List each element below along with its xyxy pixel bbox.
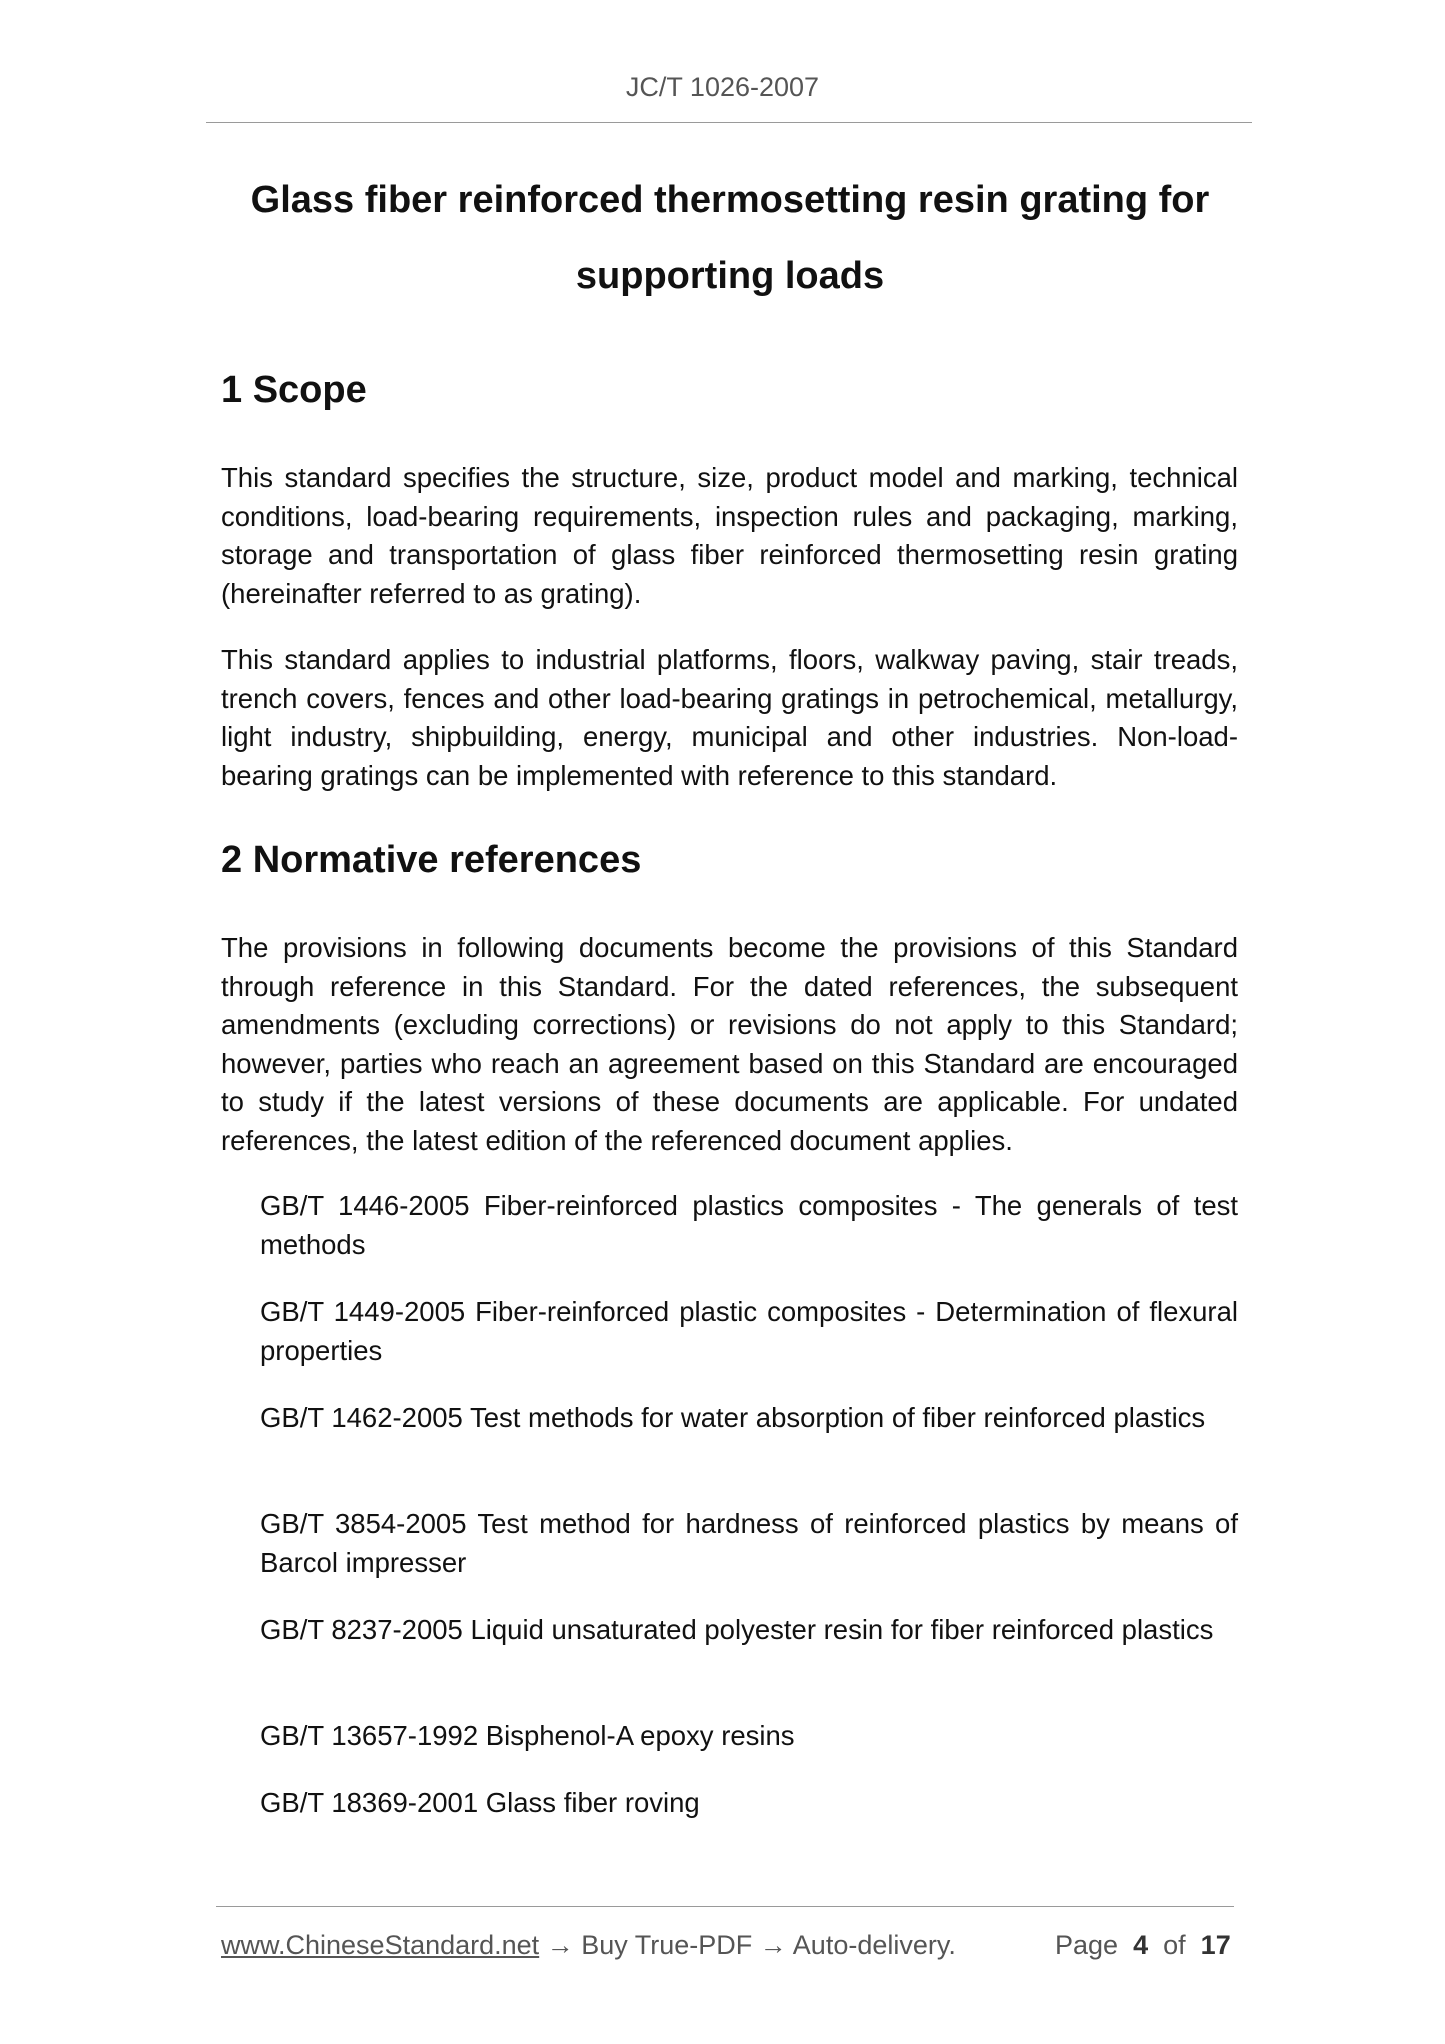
buy-true-pdf-text: Buy True-PDF <box>581 1930 753 1960</box>
page-number: 4 <box>1133 1930 1149 1960</box>
document-id-header: JC/T 1026-2007 <box>625 72 820 102</box>
reference-item: GB/T 1446-2005 Fiber-reinforced plastics composites - The generals of test methods <box>260 1190 1238 1260</box>
auto-delivery-text: Auto-delivery. <box>792 1930 956 1960</box>
normative-references-paragraph: The provisions in following documents become the provisions of this Standard through reference in this Standard. For the dated references, the subsequent amendments (excluding corrections) or revisions do not apply to this Standard; however, parties who reach an agreement based on this Standard are encouraged to study if the latest versions of these documents are applicable. For undated references, the latest edition of the referenced document applies. <box>221 932 1238 1156</box>
arrow-icon: → <box>759 1930 787 1960</box>
reference-item: GB/T 1462-2005 Test methods for water absorption of fiber reinforced plastics <box>260 1402 1206 1433</box>
reference-item: GB/T 1449-2005 Fiber-reinforced plastic composites - Determination of flexural properties <box>260 1296 1238 1366</box>
reference-item: GB/T 8237-2005 Liquid unsaturated polyester resin for fiber reinforced plastics <box>260 1614 1214 1645</box>
header-divider <box>206 122 1252 123</box>
page-total: 17 <box>1200 1930 1231 1960</box>
page-label: Page <box>1055 1930 1119 1960</box>
footer-promo <box>221 1930 956 1961</box>
section-heading-normative-references: 2 Normative references <box>221 839 642 881</box>
reference-item: GB/T 3854-2005 Test method for hardness of reinforced plastics by means of Barcol impresser <box>260 1508 1238 1578</box>
reference-item: GB/T 13657-1992 Bisphenol-A epoxy resins <box>260 1720 795 1751</box>
of-label: of <box>1163 1930 1186 1960</box>
website-link[interactable]: www.ChineseStandard.net <box>221 1930 540 1960</box>
section-heading-scope: 1 Scope <box>221 369 367 411</box>
arrow-icon: → <box>546 1930 574 1960</box>
scope-paragraph-1: This standard specifies the structure, size, product model and marking, technical conditions, load-bearing requirements, inspection rules and packaging, marking, storage and transportation of glass fiber reinforced thermosetting resin grating (hereinafter referred to as grating). <box>221 462 1238 609</box>
scope-paragraph-2: This standard applies to industrial platforms, floors, walkway paving, stair treads, trench covers, fences and other load-bearing gratings in petrochemical, metallurgy, light industry, shipbuilding, energy, municipal and other industries. Non-load-bearing gratings can be implemented with reference to this standard. <box>221 644 1238 791</box>
page-indicator <box>1055 1930 1231 1961</box>
document-title: Glass fiber reinforced thermosetting resin grating for supporting loads <box>250 179 1210 297</box>
reference-item: GB/T 18369-2001 Glass fiber roving <box>260 1787 700 1818</box>
footer-divider <box>216 1906 1234 1907</box>
